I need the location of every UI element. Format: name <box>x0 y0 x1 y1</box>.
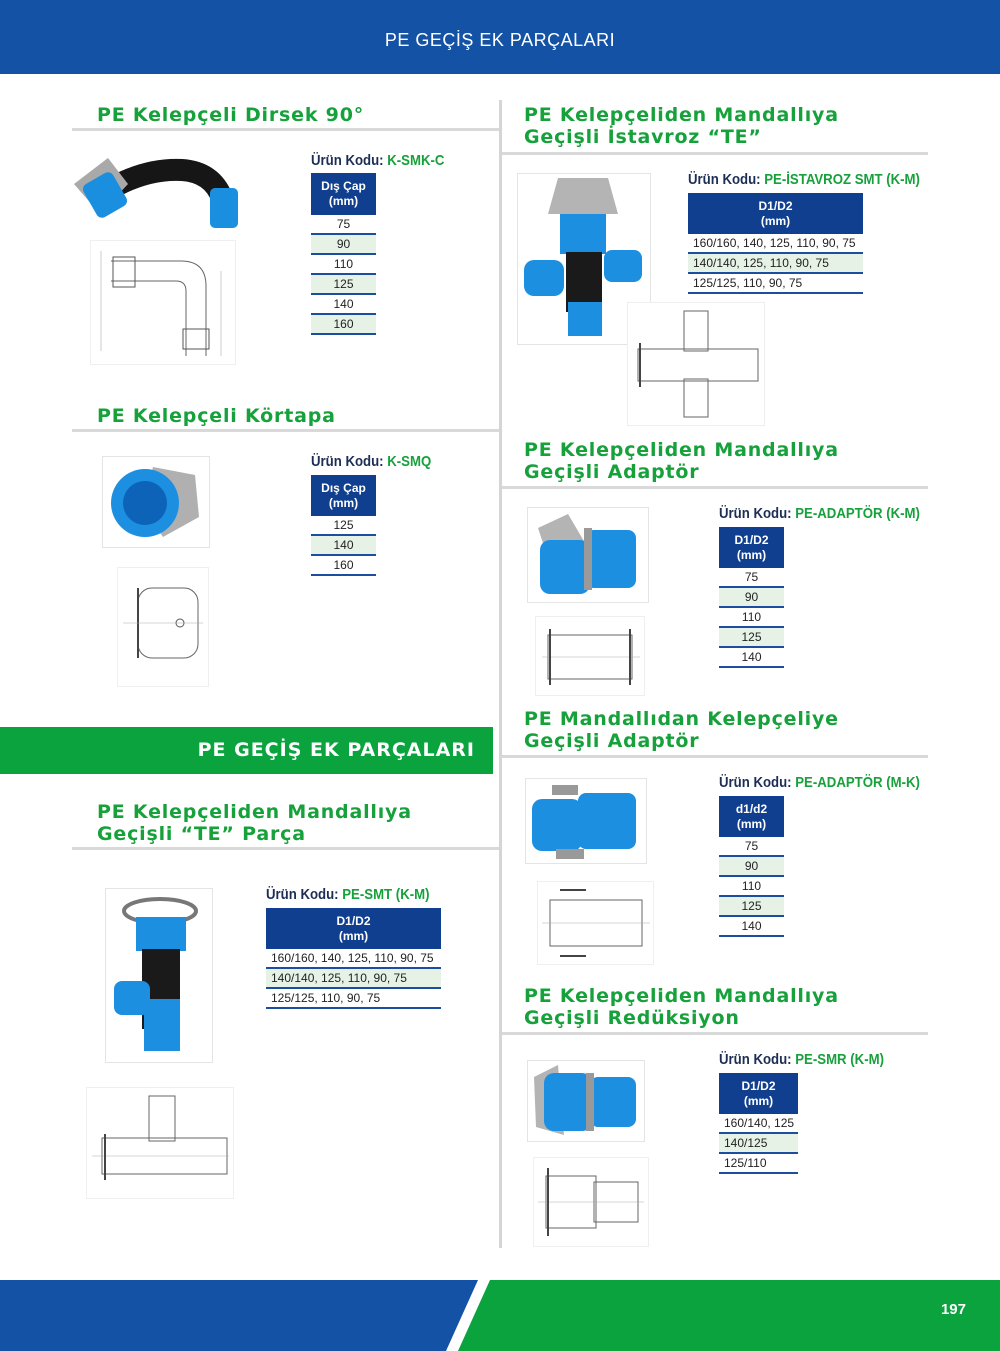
section-rule <box>72 847 499 850</box>
spec-header-unit: (mm) <box>328 194 359 208</box>
header-bar <box>0 0 1000 74</box>
spec-row: 90 <box>719 588 784 608</box>
technical-drawing-adaptor-km <box>535 616 645 696</box>
spec-row: 110 <box>719 877 784 897</box>
spec-row: 140 <box>719 917 784 937</box>
spec-header-unit: (mm) <box>736 547 767 562</box>
category-band <box>0 727 493 774</box>
section-title-line: PE Kelepçeli Körtapa <box>97 405 336 427</box>
product-photo-adaptor-km <box>527 507 649 603</box>
technical-drawing-dirsek <box>90 240 236 365</box>
product-photo-kortapa <box>102 456 210 548</box>
spec-row: 125 <box>719 897 784 917</box>
code-value: K-SMQ <box>387 453 432 470</box>
technical-drawing-reduksiyon <box>533 1157 649 1247</box>
code-value: PE-SMR (K-M) <box>795 1051 884 1068</box>
spec-header-unit: (mm) <box>328 495 359 510</box>
section-title-line: Geçişli Redüksiyon <box>524 1007 740 1029</box>
code-label: Ürün Kodu: <box>719 505 792 522</box>
spec-table-header <box>266 908 441 949</box>
product-code-adaptor-mk <box>719 774 920 791</box>
spec-row: 125 <box>719 628 784 648</box>
spec-header-unit: (mm) <box>338 928 369 943</box>
code-label: Ürün Kodu: <box>311 152 384 169</box>
spec-table-te-parca <box>266 908 441 1009</box>
spec-row: 160 <box>311 556 376 576</box>
spec-row: 90 <box>719 857 784 877</box>
spec-row: 125 <box>311 516 376 536</box>
technical-drawing-adaptor-mk <box>537 881 654 965</box>
spec-table-adaptor-km <box>719 527 784 668</box>
section-title-adaptor-km <box>524 439 839 483</box>
section-title-line: PE Kelepçeli Dirsek 90° <box>97 104 365 126</box>
technical-drawing-te-parca <box>86 1087 234 1199</box>
spec-table-header <box>311 173 376 215</box>
spec-row: 75 <box>719 837 784 857</box>
category-band-title: PE GEÇİŞ EK PARÇALARI <box>197 739 475 761</box>
section-rule <box>502 486 928 489</box>
section-title-line: PE Kelepçeliden Mandallıya <box>97 801 412 823</box>
section-rule <box>502 755 928 758</box>
section-title-adaptor-mk <box>524 708 839 752</box>
spec-header-line: D1/D2 <box>336 913 371 928</box>
section-title-reduksiyon <box>524 985 839 1029</box>
spec-row: 125/125, 110, 90, 75 <box>688 274 863 294</box>
spec-header-line: D1/D2 <box>734 532 769 547</box>
product-code-istavroz <box>688 171 920 188</box>
section-rule <box>502 152 928 155</box>
technical-drawing-istavroz <box>627 302 765 426</box>
spec-table-reduksiyon <box>719 1073 798 1174</box>
code-label: Ürün Kodu: <box>719 1051 792 1068</box>
spec-table-istavroz <box>688 193 863 294</box>
code-value: PE-SMT (K-M) <box>342 886 430 903</box>
spec-table-header <box>688 193 863 234</box>
product-photo-te-parca <box>105 888 213 1063</box>
product-code-reduksiyon <box>719 1051 884 1068</box>
spec-header-line: d1/d2 <box>735 801 768 816</box>
spec-row: 160/160, 140, 125, 110, 90, 75 <box>266 949 441 969</box>
spec-header-unit: (mm) <box>760 213 791 228</box>
spec-row: 140 <box>719 648 784 668</box>
spec-table-header <box>719 527 784 568</box>
section-title-line: Geçişli İstavroz “TE” <box>524 126 762 148</box>
code-value: PE-ADAPTÖR (M-K) <box>795 774 920 791</box>
spec-table-dirsek <box>311 173 376 335</box>
spec-table-adaptor-mk <box>719 796 784 937</box>
spec-header-line: D1/D2 <box>758 198 793 213</box>
spec-row: 125/110 <box>719 1154 798 1174</box>
spec-header-unit: (mm) <box>743 1093 774 1108</box>
spec-row: 140/140, 125, 110, 90, 75 <box>266 969 441 989</box>
product-code-adaptor-km <box>719 505 920 522</box>
section-title-line: Geçişli “TE” Parça <box>97 823 306 845</box>
spec-row: 160 <box>311 315 376 335</box>
section-rule <box>502 1032 928 1035</box>
spec-header-line: Dış Çap <box>321 480 366 495</box>
product-code-te-parca <box>266 886 430 903</box>
spec-header-line: Dış Çap <box>321 179 366 193</box>
spec-table-header <box>719 1073 798 1114</box>
code-label: Ürün Kodu: <box>311 453 384 470</box>
code-value: PE-İSTAVROZ SMT (K-M) <box>764 171 920 188</box>
section-title-istavroz <box>524 104 839 148</box>
code-label: Ürün Kodu: <box>266 886 339 903</box>
product-code-dirsek <box>311 152 444 169</box>
spec-table-kortapa <box>311 475 376 576</box>
product-photo-dirsek <box>72 148 242 230</box>
spec-table-header <box>719 796 784 837</box>
spec-header-unit: (mm) <box>736 816 767 831</box>
spec-row: 140/125 <box>719 1134 798 1154</box>
code-label: Ürün Kodu: <box>719 774 792 791</box>
spec-row: 110 <box>311 255 376 275</box>
spec-row: 90 <box>311 235 376 255</box>
section-title-line: PE Kelepçeliden Mandallıya <box>524 104 839 126</box>
spec-row: 160/160, 140, 125, 110, 90, 75 <box>688 234 863 254</box>
spec-row: 160/140, 125 <box>719 1114 798 1134</box>
section-title-te-parca <box>97 801 412 845</box>
spec-row: 140/140, 125, 110, 90, 75 <box>688 254 863 274</box>
section-title-kortapa <box>97 405 336 427</box>
spec-row: 125 <box>311 275 376 295</box>
spec-row: 140 <box>311 536 376 556</box>
product-code-kortapa <box>311 453 431 470</box>
spec-header-line: D1/D2 <box>741 1078 776 1093</box>
spec-row: 125/125, 110, 90, 75 <box>266 989 441 1009</box>
spec-row: 140 <box>311 295 376 315</box>
section-title-line: Geçişli Adaptör <box>524 730 700 752</box>
spec-row: 110 <box>719 608 784 628</box>
section-title-line: PE Kelepçeliden Mandallıya <box>524 439 839 461</box>
footer-graphic <box>0 1278 1000 1351</box>
product-photo-adaptor-mk <box>525 778 647 864</box>
section-title-line: PE Kelepçeliden Mandallıya <box>524 985 839 1007</box>
section-title-line: PE Mandallıdan Kelepçeliye <box>524 708 839 730</box>
section-rule <box>72 128 499 131</box>
page-number: 197 <box>940 1301 966 1318</box>
spec-row: 75 <box>719 568 784 588</box>
section-title-line: Geçişli Adaptör <box>524 461 700 483</box>
header-title: PE GEÇİŞ EK PARÇALARI <box>384 30 616 50</box>
code-value: K-SMK-C <box>387 152 445 169</box>
technical-drawing-kortapa <box>117 567 209 687</box>
code-label: Ürün Kodu: <box>688 171 761 188</box>
product-photo-reduksiyon <box>527 1060 645 1142</box>
spec-table-header <box>311 475 376 516</box>
spec-row: 75 <box>311 215 376 235</box>
code-value: PE-ADAPTÖR (K-M) <box>795 505 920 522</box>
section-title-dirsek <box>97 104 364 126</box>
section-rule <box>72 429 499 432</box>
column-divider <box>499 100 502 1248</box>
